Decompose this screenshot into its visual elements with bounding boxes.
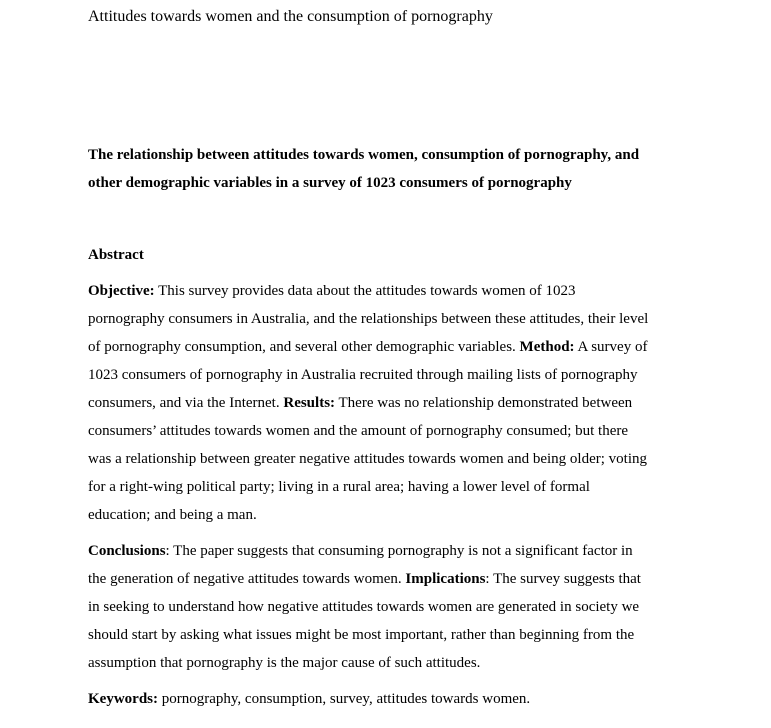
abstract-p1-line-7: was a relationship between greater negative attitudes towards women and being older; voting (88, 451, 647, 467)
abstract-p1-line-6: consumers’ attitudes towards women and the amount of pornography consumed; but there (88, 423, 629, 439)
paper-title (88, 141, 728, 197)
abstract-p1-line-3 (88, 333, 647, 361)
implications-text: : The survey suggests that (485, 571, 641, 587)
conclusions-label: Conclusions (88, 543, 166, 559)
keywords-label: Keywords: (88, 691, 158, 707)
results-text: There was no relationship demonstrated between (335, 395, 633, 411)
abstract-p2-line-4: should start by asking what issues might be most important, rather than beginning from the (88, 627, 635, 643)
abstract-p1-line-5-text: consumers, and via the Internet. (88, 395, 284, 411)
running-head: Attitudes towards women and the consumption of pornography (88, 8, 493, 25)
abstract-heading: Abstract (88, 247, 144, 263)
implications-label: Implications (405, 571, 486, 587)
abstract-p2-line-3: in seeking to understand how negative attitudes towards women are generated in society we (88, 599, 640, 615)
abstract-p2-line-5: assumption that pornography is the major cause of such attitudes. (88, 655, 481, 671)
method-text: A survey of (574, 339, 648, 355)
abstract-p1-line-1 (88, 277, 576, 305)
abstract-p2-line-2 (88, 565, 641, 593)
objective-text: This survey provides data about the attitudes towards women of 1023 (154, 283, 576, 299)
abstract-p1-line-8: for a right-wing political party; living in a rural area; having a lower level of formal (88, 479, 590, 495)
results-label: Results: (283, 395, 336, 411)
title-line-1: The relationship between attitudes towards women, consumption of pornography, and (88, 147, 640, 163)
abstract-p2-line-1 (88, 537, 633, 565)
abstract-p1-line-9: education; and being a man. (88, 507, 257, 523)
method-label: Method: (519, 339, 575, 355)
objective-label: Objective: (88, 283, 155, 299)
keywords-line (88, 685, 530, 713)
keywords-text: pornography, consumption, survey, attitudes towards women. (158, 691, 531, 707)
abstract-p2-line-2-text: the generation of negative attitudes towards women. (88, 571, 406, 587)
abstract-p1-line-2: pornography consumers in Australia, and the relationships between these attitudes, their level (88, 311, 649, 327)
abstract-p1-line-4: 1023 consumers of pornography in Australia recruited through mailing lists of pornography (88, 367, 638, 383)
conclusions-text: : The paper suggests that consuming pornography is not a significant factor in (165, 543, 633, 559)
title-line-2: other demographic variables in a survey of 1023 consumers of pornography (88, 175, 572, 191)
abstract-p1-line-3-text: of pornography consumption, and several other demographic variables. (88, 339, 520, 355)
abstract-p1-line-5 (88, 389, 632, 417)
